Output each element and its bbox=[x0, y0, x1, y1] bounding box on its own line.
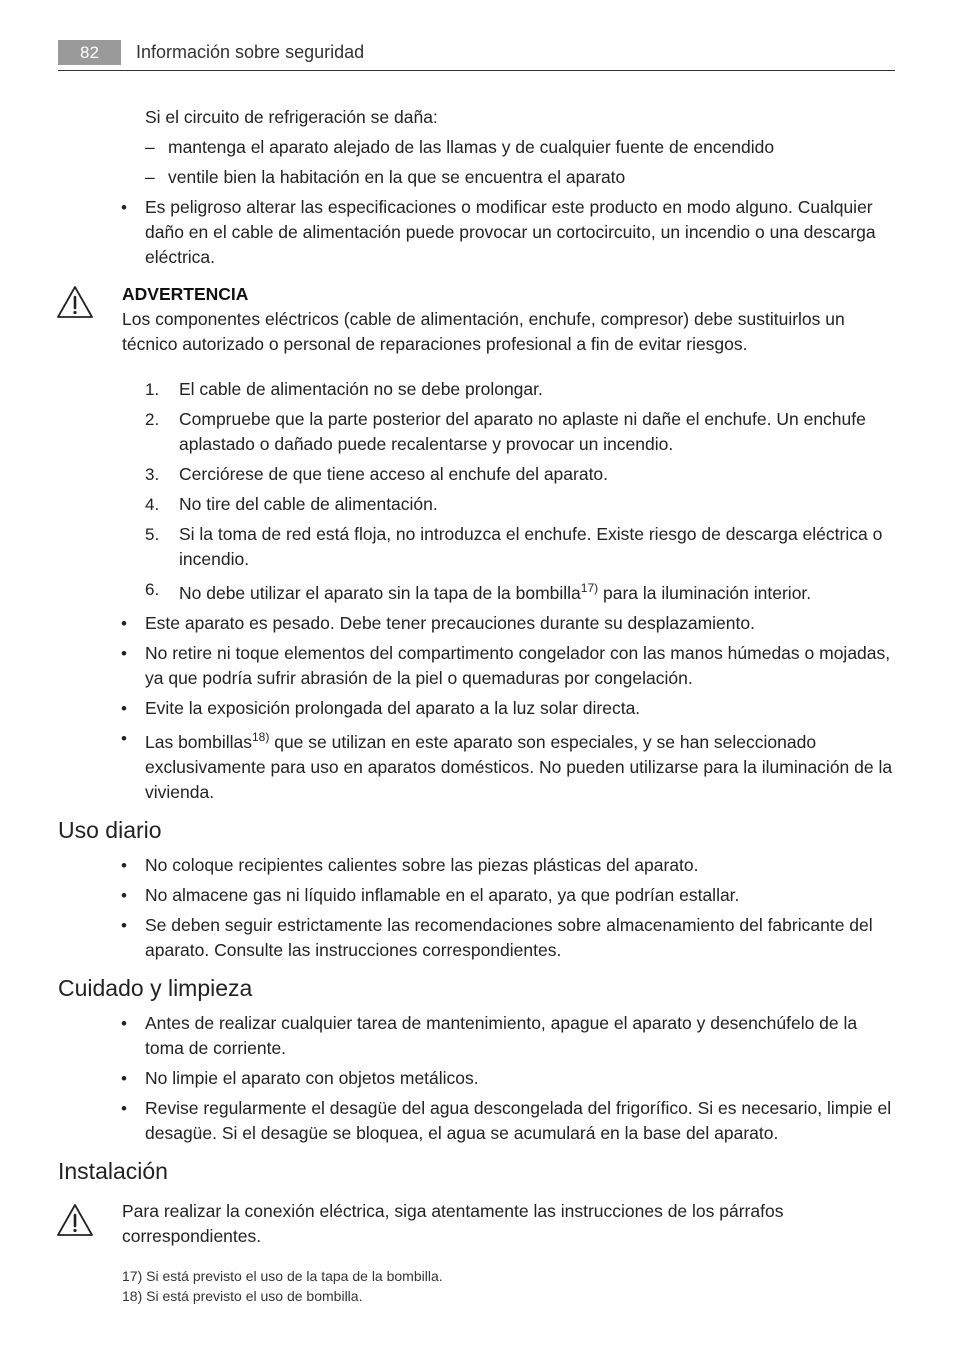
bullet-marker: • bbox=[121, 699, 127, 718]
bullet-item-text: que se utilizan en este aparato son especiales, y se han seleccionado exclusivamente para uso en aparatos domésticos. No pueden utilizarse para la iluminación de la vivienda. bbox=[145, 732, 893, 802]
bullet-marker: • bbox=[121, 916, 127, 935]
intro-bullet-text: Es peligroso alterar las especificaciones o modificar este producto en modo alguno. Cualquier daño en el cable de alimentación puede provocar un cortocircuito, un incendio o una descarga eléctrica. bbox=[145, 197, 876, 267]
list-number: 1. bbox=[145, 380, 160, 399]
numbered-item: No tire del cable de alimentación. bbox=[179, 494, 438, 514]
warning-triangle-icon bbox=[56, 285, 94, 319]
numbered-item-text: No debe utilizar el aparato sin la tapa de la bombilla bbox=[179, 583, 581, 603]
bullet-item: No limpie el aparato con objetos metálicos. bbox=[145, 1068, 479, 1088]
numbered-item bbox=[179, 581, 811, 606]
bullet-marker: • bbox=[121, 1099, 127, 1118]
bullet-marker: • bbox=[121, 729, 127, 748]
dash-marker: – bbox=[145, 167, 155, 187]
heading-uso-diario: Uso diario bbox=[58, 817, 162, 843]
numbered-item-text: para la iluminación interior. bbox=[598, 583, 812, 603]
list-number: 6. bbox=[145, 580, 160, 599]
instalacion-note: Para realizar la conexión eléctrica, siga atentamente las instrucciones de los párrafos correspondientes. bbox=[122, 1201, 784, 1246]
list-number: 5. bbox=[145, 525, 160, 544]
bullet-marker: • bbox=[121, 1069, 127, 1088]
heading-cuidado-limpieza: Cuidado y limpieza bbox=[58, 975, 253, 1001]
bullet-item bbox=[145, 730, 895, 805]
bullet-item-text: Las bombillas bbox=[145, 732, 252, 752]
bullet-item: Este aparato es pesado. Debe tener precauciones durante su desplazamiento. bbox=[145, 613, 755, 633]
bullet-item: Se deben seguir estrictamente las recomendaciones sobre almacenamiento del fabricante del aparato. Consulte las instrucciones correspondientes. bbox=[145, 915, 873, 960]
warning-title: ADVERTENCIA bbox=[122, 284, 249, 304]
bullet-marker: • bbox=[121, 886, 127, 905]
warning-triangle-icon bbox=[56, 1203, 94, 1237]
dash-item: ventile bien la habitación en la que se encuentra el aparato bbox=[168, 167, 626, 187]
bullet-item: Evite la exposición prolongada del aparato a la luz solar directa. bbox=[145, 698, 641, 718]
page-number: 82 bbox=[58, 40, 121, 65]
page-header bbox=[58, 40, 895, 71]
dash-marker: – bbox=[145, 137, 155, 157]
bullet-marker: • bbox=[121, 856, 127, 875]
numbered-item: Si la toma de red está floja, no introduzca el enchufe. Existe riesgo de descarga eléctrica o incendio. bbox=[179, 524, 883, 569]
heading-instalacion: Instalación bbox=[58, 1158, 168, 1184]
warning-body: Los componentes eléctricos (cable de alimentación, enchufe, compresor) debe sustituirlos un técnico autorizado o personal de reparaciones profesional a fin de evitar riesgos. bbox=[122, 309, 845, 354]
intro-lead: Si el circuito de refrigeración se daña: bbox=[145, 107, 438, 127]
footnote-ref[interactable]: 17) bbox=[580, 581, 599, 595]
bullet-item: Revise regularmente el desagüe del agua descongelada del frigorífico. Si es necesario, limpie el desagüe. Si el desagüe se bloquea, el agua se acumulará en la base del aparato. bbox=[145, 1098, 892, 1143]
numbered-item: Compruebe que la parte posterior del aparato no aplaste ni dañe el enchufe. Un enchufe aplastado o dañado puede recalentarse y provocar un incendio. bbox=[179, 409, 866, 454]
section-title: Información sobre seguridad bbox=[136, 42, 365, 62]
footnote-17: 17) Si está previsto el uso de la tapa de la bombilla. bbox=[122, 1268, 443, 1284]
bullet-item: No almacene gas ni líquido inflamable en el aparato, ya que podrían estallar. bbox=[145, 885, 740, 905]
footnote-ref[interactable]: 18) bbox=[252, 730, 270, 744]
bullet-item: Antes de realizar cualquier tarea de mantenimiento, apague el aparato y desenchúfelo de la toma de corriente. bbox=[145, 1013, 858, 1058]
dash-item: mantenga el aparato alejado de las llamas y de cualquier fuente de encendido bbox=[168, 137, 775, 157]
bullet-marker: • bbox=[121, 198, 127, 217]
bullet-marker: • bbox=[121, 644, 127, 663]
bullet-item: No coloque recipientes calientes sobre las piezas plásticas del aparato. bbox=[145, 855, 699, 875]
bullet-marker: • bbox=[121, 614, 127, 633]
footnote-18: 18) Si está previsto el uso de bombilla. bbox=[122, 1288, 363, 1304]
list-number: 3. bbox=[145, 465, 160, 484]
bullet-marker: • bbox=[121, 1014, 127, 1033]
numbered-item: El cable de alimentación no se debe prolongar. bbox=[179, 379, 543, 399]
bullet-item: No retire ni toque elementos del compartimento congelador con las manos húmedas o mojadas, ya que podría sufrir abrasión de la piel o quemaduras por congelación. bbox=[145, 643, 891, 688]
list-number: 2. bbox=[145, 410, 160, 429]
list-number: 4. bbox=[145, 495, 160, 514]
numbered-item: Cerciórese de que tiene acceso al enchufe del aparato. bbox=[179, 464, 609, 484]
